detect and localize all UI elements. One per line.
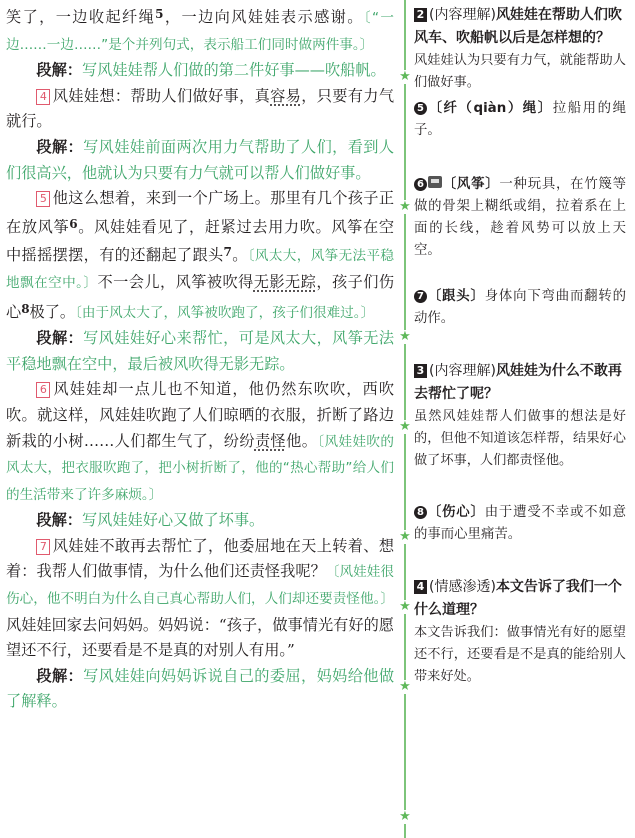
- star-icon: ★: [399, 199, 411, 214]
- gloss-number: 8: [414, 506, 427, 519]
- gloss-7: [414, 286, 626, 330]
- analysis-text: 写风娃娃好心又做了坏事。: [81, 511, 265, 530]
- gloss-definition: 身体向下弯曲而翻转的动作。: [414, 289, 627, 326]
- section-analysis-1: [6, 58, 394, 84]
- star-icon: ★: [399, 529, 411, 544]
- gloss-6: [414, 174, 626, 262]
- side-notes-column: [414, 4, 626, 688]
- paragraph-number: 6: [36, 382, 50, 398]
- analysis-text: 写风娃娃前面两次用力气帮助了人们，看到人们很高兴，他就认为只要有力气就可以帮人们做好事。: [6, 137, 395, 182]
- question-2: [414, 4, 626, 94]
- paragraph-7: 7 风娃娃不敢再去帮忙了，他委屈地在天上转着、想着：我帮人们做事情，为什么他们还责怪我呢？〔风娃娃很伤心，他不明白为什么自己真心帮助人们，人们却还要责怪他。〕风娃娃回家去问妈妈。妈妈说：“孩子，做事情光有好的愿望还不行，还要看是不是真的对别人有用。”: [6, 536, 395, 660]
- gloss-marker-6[interactable]: 6: [69, 216, 78, 231]
- annotation: 〔由于风太大了，风筝被吹跑了，孩子们很难过。〕: [75, 304, 375, 321]
- analysis-label: 段解：: [36, 137, 84, 156]
- gloss-definition: 一种玩具，在竹篾等做的骨架上糊纸或绢，拉着系在上面的长线，趁着风势可以放上天空。: [414, 177, 627, 258]
- gloss-term: 〔风筝〕: [442, 177, 500, 192]
- main-text-column: [6, 2, 394, 715]
- analysis-label: 段解：: [36, 329, 84, 348]
- section-analysis-3: [6, 326, 394, 377]
- annotation: 〔风娃娃吹的风太大，把衣服吹跑了，把小树折断了，他的“热心帮助”给人们的生活带来了许多麻烦。〕: [6, 433, 395, 503]
- answer-text: 风娃娃认为只要有力气，就能帮助人们做好事。: [414, 53, 626, 90]
- gloss-definition: 由于遭受不幸或不如意的事而心里痛苦。: [414, 505, 627, 542]
- gloss-number: 7: [414, 290, 427, 303]
- paragraph-number: 4: [36, 89, 50, 105]
- analysis-label: 段解：: [36, 61, 82, 80]
- gloss-number: 6: [414, 178, 427, 191]
- analysis-text: 写风娃娃向妈妈诉说自己的委屈，妈妈给他做了解释。: [6, 666, 395, 711]
- question-3: [414, 360, 626, 472]
- star-icon: ★: [399, 599, 411, 614]
- annotation: 〔风娃娃很伤心，他不明白为什么自己真心帮助人们，人们却还要责怪他。〕: [6, 564, 395, 608]
- section-analysis-4: [6, 508, 394, 534]
- paragraph-number: 5: [36, 191, 50, 207]
- paragraph-4: 4 风娃娃想：帮助人们做好事，真容易，只要有力气就行。: [6, 86, 395, 131]
- gloss-5: [414, 98, 626, 142]
- question-4: [414, 576, 626, 688]
- answer-text: 虽然风娃娃帮人们做事的想法是好的，但他不知道该怎样帮，结果好心做了坏事，人们都责怪他。: [414, 409, 626, 468]
- paragraph-number: 7: [36, 539, 50, 555]
- annotation: 〔“一边……一边……”是个并列句式，表示船工们同时做两件事。〕: [6, 10, 395, 53]
- question-text: 风娃娃为什么不敢再去帮忙了呢？: [414, 363, 622, 402]
- analysis-text: 写风娃娃帮人们做的第二件好事——吹船帆。: [81, 61, 386, 80]
- key-word: 责怪: [254, 431, 287, 450]
- gloss-number: 5: [414, 102, 427, 115]
- gloss-marker-7[interactable]: 7: [223, 245, 232, 260]
- star-icon: ★: [399, 809, 411, 824]
- gloss-term: 〔伤心〕: [427, 505, 485, 520]
- answer-text: 本文告诉我们：做事情光有好的愿望还不行，还要看是不是真的能给别人带来好处。: [414, 625, 626, 684]
- star-icon: ★: [399, 419, 411, 434]
- kite-icon: [428, 176, 442, 188]
- paragraph-5: 5 他这么想着，来到一个广场上。那里有几个孩子正在放风筝$^6$。风娃娃看见了，赶紧过去用力吹。风筝在空中摇摇摆摆，有的还翻起了跟头$^7$。〔风太大，风筝无法平稳地飘在空中。〕不一会儿，风筝被吹得无影无踪，孩子们伤心$^8$极了。〔由于风太大了，风筝被吹跑了，孩子们很难过。〕: [6, 189, 395, 321]
- analysis-label: 段解：: [36, 511, 82, 530]
- analysis-text: 写风娃娃好心来帮忙，可是风太大，风筝无法平稳地飘在空中，最后被风吹得无影无踪。: [6, 329, 395, 373]
- question-type: (内容理解): [429, 7, 496, 23]
- analysis-label: 段解：: [36, 666, 84, 685]
- question-text: 风娃娃在帮助人们吹风车、吹船帆以后是怎样想的？: [414, 7, 622, 46]
- gloss-term: 〔跟头〕: [427, 289, 485, 304]
- question-number: 4: [414, 580, 427, 594]
- gloss-8: [414, 502, 626, 546]
- key-word: 容易: [270, 86, 302, 105]
- star-icon: ★: [399, 679, 411, 694]
- question-type: (内容理解): [429, 363, 496, 379]
- column-divider: [401, 0, 409, 838]
- gloss-term: 〔纤（qiàn）绳〕: [427, 101, 553, 116]
- key-word: 无影无踪: [253, 272, 317, 291]
- gloss-marker-5[interactable]: 5: [155, 7, 164, 21]
- section-analysis-5: [6, 664, 394, 715]
- star-icon: ★: [399, 69, 411, 84]
- question-type: (情感渗透): [429, 579, 496, 595]
- gloss-marker-8[interactable]: 8: [21, 301, 30, 316]
- section-analysis-2: [6, 135, 394, 186]
- gloss-definition: 拉船用的绳子。: [414, 101, 627, 138]
- annotation: 〔风太大，风筝无法平稳地飘在空中。〕: [6, 248, 395, 291]
- question-number: 3: [414, 364, 427, 378]
- paragraph-6: 6 风娃娃却一点儿也不知道，他仍然东吹吹，西吹吹。就这样，风娃娃吹跑了人们晾晒的衣服，折断了路边新栽的小树……人们都生气了，纷纷责怪他。〔风娃娃吹的风太大，把衣服吹跑了，把小树折断了，他的“热心帮助”给人们的生活带来了许多麻烦。〕: [6, 380, 395, 503]
- question-number: 2: [414, 8, 427, 22]
- question-text: 本文告诉了我们一个什么道理？: [414, 579, 622, 618]
- paragraph-3-end: 笑了，一边收起纤绳$^5$，一边向风娃娃表示感谢。〔“一边……一边……”是个并列句式，表示船工们同时做两件事。〕: [6, 7, 395, 53]
- star-icon: ★: [399, 329, 411, 344]
